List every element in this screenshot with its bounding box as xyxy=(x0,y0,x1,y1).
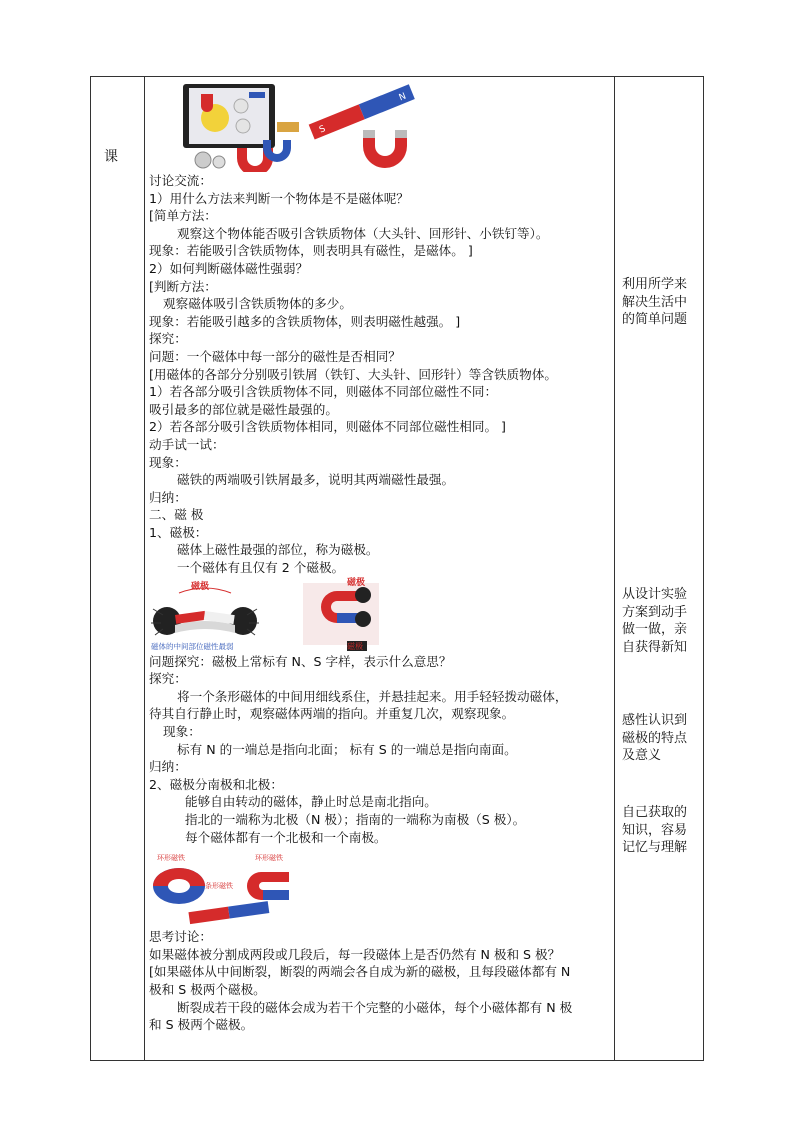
content-line: 2）若各部分吸引含铁质物体相同，则磁体不同部位磁性相同。 ] xyxy=(149,419,506,435)
content-line: 每个磁体都有一个北极和一个南极。 xyxy=(185,829,387,845)
content-line: 动手试一试： xyxy=(149,436,225,452)
content-line: [简单方法： xyxy=(149,208,217,224)
content-line: 能够自由转动的磁体，静止时总是南北指向。 xyxy=(185,794,437,810)
content-line: 和 S 极两个磁极。 xyxy=(149,1017,254,1033)
content-line: 观察这个物体能否吸引含铁质物体（大头针、回形针、小铁钉等）。 xyxy=(177,225,549,241)
magnet-pole-label: 磁极 xyxy=(191,581,210,592)
magnet-pole-label-bottom: 磁极 xyxy=(347,641,363,651)
bar-magnet-iron-filings-image xyxy=(149,579,261,651)
magnet-kit-box-image xyxy=(179,80,307,172)
side-note-line: 解决生活中 xyxy=(622,294,688,310)
pole-label-s: S xyxy=(317,124,328,136)
side-note-3 xyxy=(622,712,700,765)
content-line: 现象： xyxy=(163,724,201,740)
content-line: 问题：一个磁体中每一部分的磁性是否相同？ xyxy=(149,348,401,364)
side-note-line: 方案到动手 xyxy=(622,604,688,620)
content-line: 1）若各部分吸引含铁质物体不同，则磁体不同部位磁性不同： xyxy=(149,384,498,400)
content-line: 探究： xyxy=(149,671,187,687)
column-divider-right xyxy=(614,76,615,1061)
content-line: 观察磁体吸引含铁质物体的多少。 xyxy=(163,296,352,312)
content-line: 1、磁极： xyxy=(149,524,208,540)
content-line: 探究： xyxy=(149,331,187,347)
side-note-line: 知识，容易 xyxy=(622,822,688,838)
content-line: 指北的一端称为北极（N 极）；指南的一端称为南极（S 极）。 xyxy=(185,812,526,827)
content-line: 思考讨论： xyxy=(149,929,212,945)
side-note-line: 及意义 xyxy=(622,748,662,763)
row-label: 课 xyxy=(104,149,118,165)
content-line: 二、磁 极 xyxy=(149,507,204,523)
side-note-line: 利用所学来 xyxy=(622,277,688,292)
magnet-pole-images xyxy=(149,577,611,653)
side-note-line: 的简单问题 xyxy=(622,312,688,327)
side-note-line: 磁极的特点 xyxy=(622,730,688,746)
content-line: 2、磁极分南极和北极： xyxy=(149,776,283,792)
side-note-line: 做一做，亲 xyxy=(622,622,688,637)
content-line: 极和 S 极两个磁极。 xyxy=(149,981,266,997)
content-line: 将一个条形磁体的中间用细线系住，并悬挂起来。用手轻轻拨动磁体， xyxy=(177,688,568,704)
ring-magnet-label: 环形磁铁 xyxy=(157,854,185,863)
column-divider-left xyxy=(144,76,145,1061)
content-line: 断裂成若干段的磁体会成为若干个完整的小磁体，每个小磁体都有 N 极 xyxy=(177,999,573,1015)
side-note-line: 记忆与理解 xyxy=(622,840,688,855)
content-line: 2）如何判断磁体磁性强弱？ xyxy=(149,260,309,276)
content-line: [用磁体的各部分分别吸引铁屑（铁钉、大头针、回形针）等含铁质物体。 xyxy=(149,366,557,382)
main-content xyxy=(149,80,611,1034)
side-note-4 xyxy=(622,804,700,857)
side-note-line: 感性认识到 xyxy=(622,713,688,728)
side-note-line: 自己获取的 xyxy=(622,805,688,820)
content-line: 讨论交流： xyxy=(149,173,212,188)
u-magnet-iron-filings-image xyxy=(301,577,381,653)
content-line: 待其自行静止时，观察磁体两端的指向。并重复几次，观察现象。 xyxy=(149,706,515,722)
u-magnet-label: 环形磁铁 xyxy=(255,854,283,863)
pole-label-n: N xyxy=(397,91,408,104)
content-line: 吸引最多的部位就是磁性最强的。 xyxy=(149,401,338,417)
content-line: 如果磁体被分割成两段或几段后，每一段磁体上是否仍然有 N 极和 S 极？ xyxy=(149,946,561,962)
content-line: 磁铁的两端吸引铁屑最多，说明其两端磁性最强。 xyxy=(177,472,455,488)
content-line: 标有 N 的一端总是指向北面； 标有 S 的一端总是指向南面。 xyxy=(177,741,517,757)
bar-and-u-magnet-image xyxy=(301,80,421,172)
side-note-1 xyxy=(622,276,700,329)
content-line: 现象：若能吸引含铁质物体，则表明具有磁性，是磁体。 ] xyxy=(149,243,473,259)
side-note-line: 从设计实验 xyxy=(622,587,688,602)
content-line: 问题探究：磁极上常标有 N、S 字样，表示什么意思？ xyxy=(149,653,452,669)
side-note-line: 自获得新知 xyxy=(622,639,688,655)
magnet-kit-images xyxy=(149,80,611,172)
magnet-types-image xyxy=(149,850,293,926)
bar-magnet-label: 条形磁铁 xyxy=(205,882,233,891)
content-line: 磁体上磁性最强的部位，称为磁极。 xyxy=(177,542,379,558)
content-line: [如果磁体从中间断裂，断裂的两端会各自成为新的磁极，且每段磁体都有 N xyxy=(149,964,571,980)
content-line: 归纳： xyxy=(149,489,187,505)
magnet-weak-caption: 磁体的中间部位磁性最弱 xyxy=(151,641,234,651)
content-line: 现象：若能吸引越多的含铁质物体，则表明磁性越强。 ] xyxy=(149,313,461,329)
content-line: 归纳： xyxy=(149,759,187,775)
content-line: 现象： xyxy=(149,454,187,470)
magnet-pole-label-top: 磁极 xyxy=(347,577,366,588)
content-line: [判断方法： xyxy=(149,278,217,294)
content-line: 1）用什么方法来判断一个物体是不是磁体呢？ xyxy=(149,190,409,206)
magnet-types-image-row xyxy=(149,846,611,928)
side-note-2 xyxy=(622,586,700,656)
content-line: 一个磁体有且仅有 2 个磁极。 xyxy=(177,560,345,576)
